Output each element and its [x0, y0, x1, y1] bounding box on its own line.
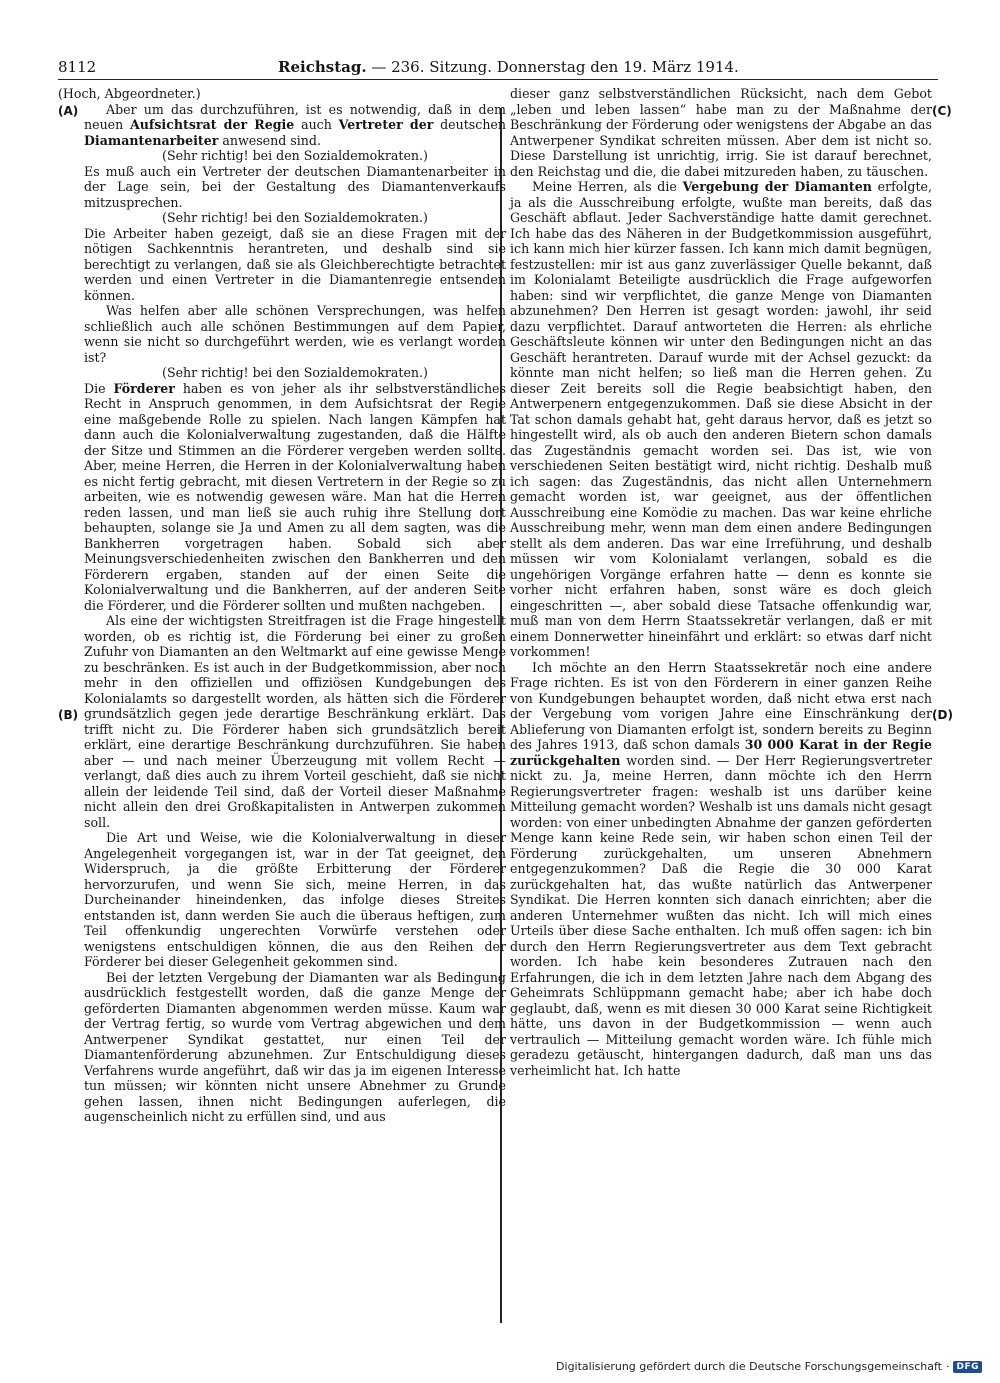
text-run: auch [294, 117, 339, 132]
session-heading [278, 56, 739, 78]
margin-mark-d: (D) [932, 708, 953, 722]
margin-mark-b: (B) [58, 708, 79, 722]
interjection: (Sehr richtig! bei den Sozialdemokraten.) [162, 365, 428, 380]
paragraph: Es muß auch ein Vertreter der deutschen Diamantenarbeiter in der Lage sein, bei der Gestaltung des Diamantenverkaufs mitzusprechen. [84, 163, 506, 210]
paragraph: Die Arbeiter haben gezeigt, daß sie an diese Fragen mit der nötigen Sachkenntnis herantreten, und deshalb sind sie berechtigt zu verlangen, daß sie als Gleichberechtigte betrachtet werden und einen Vertreter in die Diamantenregie entsenden können. [84, 225, 506, 303]
paragraph: Als eine der wichtigsten Streitfragen ist die Frage hingestellt worden, ob es richtig ist, die Förderung bei einer zu großen Zufuhr von Diamanten an den Weltmarkt auf eine gewisse Menge zu beschränken. Es ist auch in der Budgetkommission, aber noch mehr in den offiziellen und offiziösen Kundgebungen des Kolonialamts so dargestellt worden, als hätten sich die Förderer grundsätzlich gegen jede derartige Beschränkung erklärt. Das trifft nicht zu. Die Förderer haben sich grundsätzlich bereit erklärt, eine derartige Beschränkung durchzuführen. Sie haben aber — und nach meiner Überzeugung mit vollem Recht — verlangt, daß dies auch zu ihrem Vorteil geschieht, daß sie nicht allein der leidende Teil sind, daß der Vorteil dieser Maßnahme nicht allein den drei Großkapitalisten in Antwerpen zukommen soll. [84, 613, 506, 830]
emphasis: Aufsichtsrat der Regie [129, 117, 295, 132]
emphasis: Förderer [113, 380, 175, 396]
paragraph: dieser ganz selbstverständlichen Rücksicht, nach dem Gebot „leben und leben lassen“ habe man zu der Maßnahme der Beschränkung der Förderung oder wenigstens der Abgabe an das Antwerpener Syndikat schreiten müssen. Aber dem ist nicht so. Diese Darstellung ist unrichtig, irrig. Sie ist darauf berechnet, den Reichstag und die, die dabei mitzureden haben, zu täuschen. [510, 86, 932, 179]
session-date: — 236. Sitzung. Donnerstag den 19. März 1914. [366, 58, 739, 76]
header-rule [58, 79, 938, 80]
emphasis: Diamantenarbeiter [84, 132, 219, 148]
emphasis: 30 000 Karat in der Regie zurückgehalten [510, 737, 932, 768]
emphasis: Vertreter der [338, 117, 434, 132]
running-header [58, 56, 938, 78]
text-run: worden sind. — Der Herr Regierungsvertreter nickt zu. Ja, meine Herren, dann möchte ich den Herrn Regierungsvertreter fragen: weshalb ist uns darüber keine Mitteilung gemacht worden? Weshalb ist uns damals nicht gesagt worden: von einer unbedingten Abnahme der ganzen geförderten Menge kann keine Rede sein, wir haben schon einen Teil der Förderung zurückgehalten, um unseren Abnehmern entgegenzukommen? Daß die Regie die 30 000 Karat zurückgehalten hat, das wußte natürlich das Antwerpener Syndikat. Die Herren konnten sich danach einrichten; aber die anderen Unternehmer wußten das nicht. Ich will mich eines Urteils über diese Sache enthalten. Ich muß offen sagen: ich bin durch den Herrn Regierungsvertreter aus dem Text gebracht worden. Ich habe kein besonderes Zutrauen nach den Erfahrungen, die ich in dem letzten Jahre nach dem Abgang des Geheimrats Schlüppmann gemacht habe; aber ich habe doch geglaubt, daß, wenn es mit diesen 30 000 Karat seine Richtigkeit hätte, uns davon in der Budgetkommission — wenn auch vertraulich — Mitteilung gemacht worden wäre. Ich fühle mich geradezu getäuscht, hintergangen dadurch, daß man uns das verheimlicht hat. Ich hatte [510, 752, 932, 1078]
right-column [510, 86, 932, 1078]
paragraph: Bei der letzten Vergebung der Diamanten war als Bedingung ausdrücklich festgestellt worden, daß die ganze Menge der geförderten Diamanten abgenommen werden müsse. Kaum war der Vertrag fertig, so wurde vom Vertrag abgewichen und dem Antwerpener Syndikat gestattet, nur einen Teil der Diamantenförderung abzunehmen. Zur Entschuldigung dieses Verfahrens wurde angeführt, daß wir das ja im eigenen Interesse tun müssen; wir könnten nicht unsere Abnehmer zu Grunde gehen lassen, ihnen nicht Bedingungen auferlegen, die augenscheinlich nicht zu erfüllen sind, und aus [84, 969, 506, 1124]
interjection: (Sehr richtig! bei den Sozialdemokraten.) [162, 148, 428, 163]
footer-separator: · [945, 1360, 950, 1373]
speaker-label: (Hoch, Abgeordneter.) [58, 86, 201, 101]
paragraph: Was helfen aber alle schönen Versprechungen, was helfen schließlich auch alle schönen Bestimmungen auf dem Papier, wenn sie nicht so durchgeführt werden, wie es verlangt worden ist? [84, 303, 506, 365]
paragraph [510, 179, 932, 660]
page-number: 8112 [58, 58, 97, 76]
paragraph [510, 660, 932, 1079]
text-run: Meine Herren, als die [532, 179, 683, 194]
session-title: Reichstag. [278, 58, 367, 76]
text-run: haben es von jeher als ihr selbstverständliches Recht in Anspruch genommen, in dem Aufsichtsrat der Regie eine maßgebende Rolle zu spielen. Nach langen Kämpfen hat dann auch die Kolonialverwaltung zugestanden, daß die Hälfte der Sitze und Stimmen an die Förderer vergeben werden sollte. Aber, meine Herren, die Herren in der Kolonialverwaltung haben es nicht fertig gebracht, mit diesen Vertretern in der Regie so zu arbeiten, wie es notwendig gewesen wäre. Man hat die Herren reden lassen, und man ließ sie auch ruhig ihre Stellung dort behaupten, solange sie Ja und Amen zu all dem sagten, was die Bankherren vorgetragen haben. Sobald sich aber Meinungsverschiedenheiten zwischen den Bankherren und den Förderern ergaben, standen auf der einen Seite die Kolonialverwaltung und die Bankherren, auf der anderen Seite die Förderer, und die Förderer sollten und mußten nachgeben. [84, 380, 506, 613]
paragraph [84, 102, 506, 149]
paragraph [84, 381, 506, 614]
text-run: anwesend sind. [218, 132, 321, 148]
text-run: Ich möchte an den Herrn Staatssekretär noch eine andere Frage richten. Es ist von den Förderern in einer ganzen Reihe von Kundgebungen behauptet worden, daß nicht etwa erst nach der Vergebung vom vorigen Jahre eine Einschränkung der Ablieferung von Diamanten erfolgt ist, sondern bereits zu Beginn des Jahres 1913, daß schon damals [510, 659, 932, 752]
margin-mark-a: (A) [58, 104, 79, 118]
text-run: Aber um das durchzuführen, ist es notwendig, daß in dem neuen [84, 101, 506, 132]
text-run: Die [84, 380, 114, 396]
dfg-logo-icon: DFG [953, 1361, 982, 1373]
text-run: deutschen [433, 117, 506, 132]
margin-mark-c: (C) [932, 104, 952, 118]
paragraph: Die Art und Weise, wie die Kolonialverwaltung in dieser Angelegenheit vorgegangen ist, war in der Tat geeignet, den Widerspruch, ja die größte Erbitterung der Förderer hervorzurufen, und wenn Sie sich, meine Herren, in das Durcheinander hineindenken, das infolge dieses Streites entstanden ist, dann werden Sie auch die überaus heftigen, zum Teil offenkundig ungerechten Vorwürfe verstehen oder wenigstens entschuldigen können, die aus den Reihen der Förderer bei dieser Gelegenheit gekommen sind. [84, 830, 506, 969]
footer-credit [556, 1360, 982, 1373]
interjection: (Sehr richtig! bei den Sozialdemokraten.) [162, 210, 428, 225]
footer-text: Digitalisierung gefördert durch die Deutsche Forschungsgemeinschaft [556, 1360, 942, 1373]
text-run: erfolgte, ja als die Ausschreibung erfolgte, wußte man bereits, daß das Geschäft abflaut. Jeder Sachverständige hatte damit gerechnet. Ich habe das des Näheren in der Budgetkommission ausgeführt, ich kann mich hier kürzer fassen. Ich kann mich damit begnügen, festzustellen: mir ist aus ganz zuverlässiger Quelle bekannt, daß im Kolonialamt Beteiligte ausdrücklich die Frage aufgeworfen haben: sind wir verpflichtet, die ganze Menge von Diamanten abzunehmen? Den Herren ist gesagt worden: jawohl, ihr seid dazu verpflichtet. Darauf antworteten die Herren: als ehrliche Geschäftsleute können wir unter den Bedingungen nicht an das Geschäft herantreten. Darauf wurde mit der Achsel gezuckt: da könnte man nicht helfen; so ließ man die Herren gehen. Zu dieser Zeit bereits soll die Regie beabsichtigt haben, den Antwerpenern entgegenzukommen. Daß sie diese Absicht in der Tat schon damals gehabt hat, geht daraus hervor, daß es jetzt so hingestellt wird, als ob auch den anderen Bietern schon damals das Zugeständnis gemacht worden sei. Das ist, wie von verschiedenen Seiten bestätigt wird, nicht richtig. Deshalb muß ich sagen: das Zugeständnis, das nicht allen Unternehmern gemacht worden ist, war geeignet, aus der öffentlichen Ausschreibung eine Komödie zu machen. Das war keine ehrliche Ausschreibung mehr, wenn man dem einen andere Bedingungen stellt als dem anderen. Das war eine Irreführung, und deshalb müssen wir vom Kolonialamt verlangen, sobald es die ungehörigen Vorgänge erfahren hatte — denn es konnte sie vorher nicht erfahren haben, sonst wäre es doch gleich eingeschritten —, aber sobald diese Tatsache offenkundig war, muß man von dem Herrn Staatssekretär verlangen, daß er mit einem Donnerwetter hineinfährt und erklärt: so etwas darf nicht vorkommen! [510, 179, 932, 659]
left-column [58, 86, 506, 1125]
emphasis: Vergebung der Diamanten [682, 179, 872, 194]
